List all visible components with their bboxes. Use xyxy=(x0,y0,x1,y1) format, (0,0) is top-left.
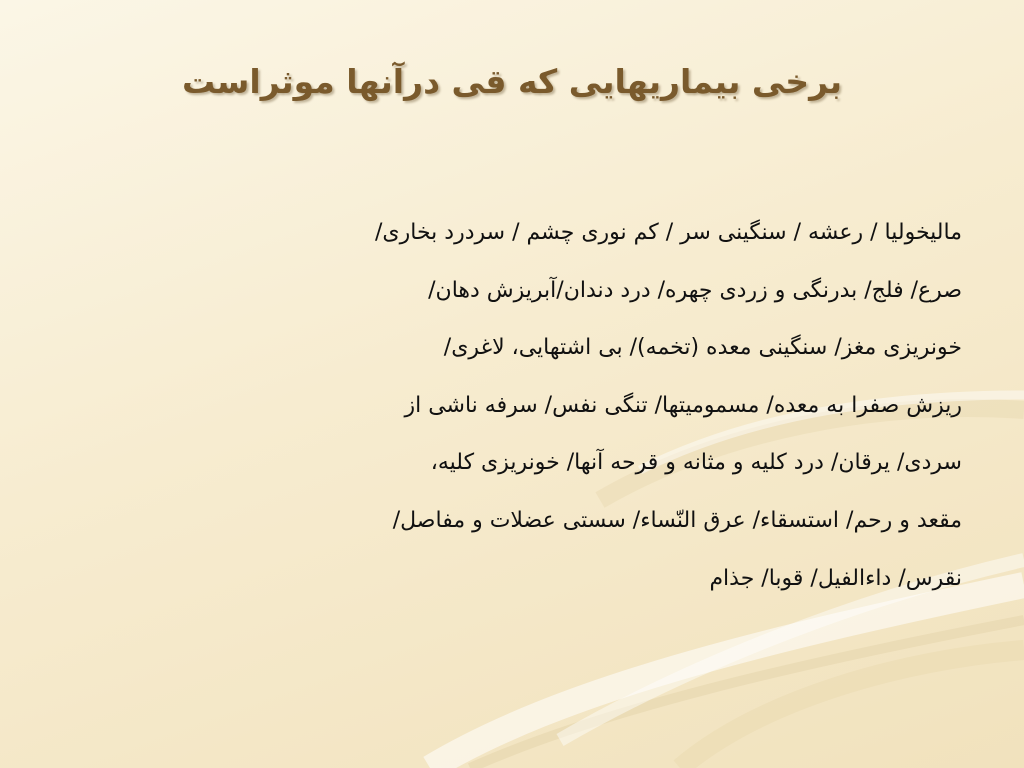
text-line: نقرس/ داءالفیل/ قوبا/ جذام xyxy=(709,565,962,591)
text-line: مالیخولیا / رعشه / سنگینی سر / کم نوری چشم / سردرد بخاری/ xyxy=(375,220,962,245)
disease-list xyxy=(202,204,962,607)
text-line: سردی/ یرقان/ درد کلیه و مثانه و قرحه آنها/ خونریزی کلیه، xyxy=(430,450,962,476)
text-line: مقعد و رحم/ استسقاء/ عرق النّساء/ سستی عضلات و مفاصل/ xyxy=(392,507,962,533)
text-line: صرع/ فلج/ بدرنگی و زردی چهره/ درد دندان/آبریزش دهان/ xyxy=(428,277,962,303)
text-line: خونریزی مغز/ سنگینی معده (تخمه)/ بی اشتهایی، لاغری/ xyxy=(443,335,962,361)
text-line: ریزش صفرا به معده/ مسمومیتها/ تنگی نفس/ سرفه ناشی از xyxy=(404,392,962,418)
slide-title: برخی بیماریهایی که قی درآنها موثراست xyxy=(182,62,842,101)
